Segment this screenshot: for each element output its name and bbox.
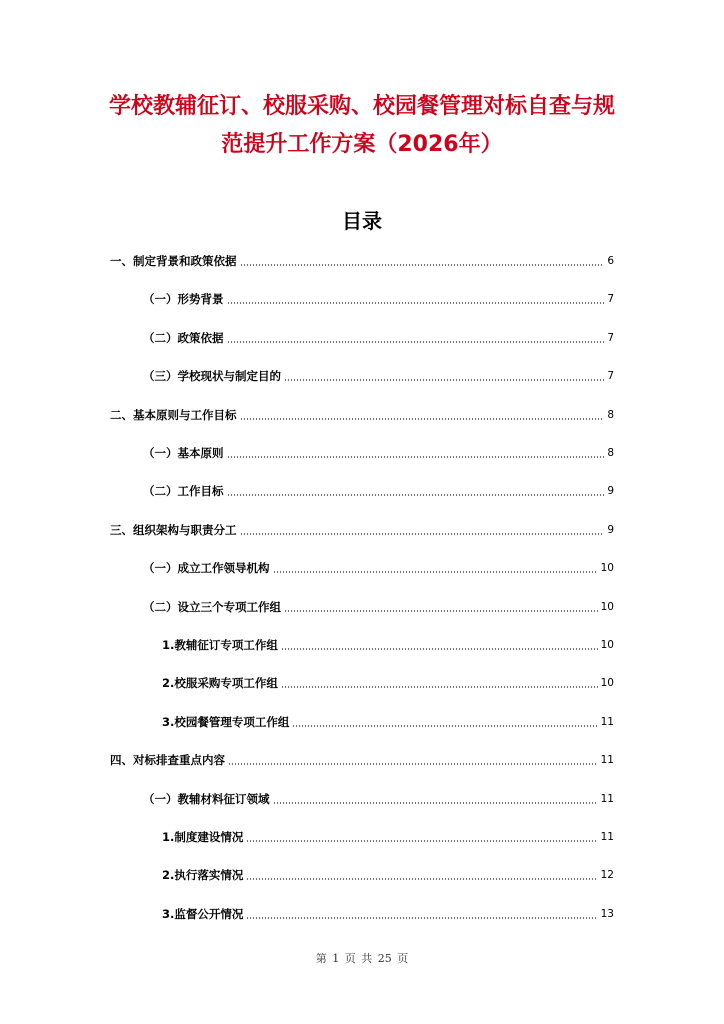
toc-dot-leader (246, 917, 597, 919)
toc-entry-label: 2.校服采购专项工作组 (162, 676, 278, 691)
toc-entry-page-number: 7 (607, 370, 614, 383)
toc-dot-leader (284, 610, 598, 612)
toc-entry-page-number: 10 (600, 600, 614, 613)
toc-dot-leader (273, 571, 598, 573)
toc-entry[interactable] (143, 443, 614, 463)
toc-entry-label: 3.监督公开情况 (162, 906, 244, 921)
toc-dot-leader (281, 686, 598, 688)
toc-entry[interactable] (143, 481, 614, 501)
toc-entry-label: （三）学校现状与制定目的 (143, 369, 281, 384)
toc-entry-label: 2.执行落实情况 (162, 868, 244, 883)
toc-dot-leader (246, 878, 597, 880)
toc-entry[interactable] (143, 366, 614, 386)
toc-entry[interactable] (143, 789, 614, 809)
toc-entry-page-number: 6 (607, 255, 614, 267)
toc-entry[interactable] (143, 558, 614, 578)
toc-heading: 目录 (342, 209, 382, 233)
toc-dot-leader (227, 456, 605, 458)
toc-entry[interactable] (162, 673, 614, 693)
toc-entry-label: 1.制度建设情况 (162, 830, 244, 844)
toc-entry-label: 四、对标排查重点内容 (110, 753, 225, 768)
toc-dot-leader (240, 533, 605, 535)
document-title-line-1: 学校教辅征订、校服采购、校园餐管理对标自查与规 (108, 94, 615, 119)
toc-entry-page-number: 9 (607, 523, 614, 536)
toc-entry-page-number: 10 (600, 562, 614, 575)
toc-entry-label: （一）形势背景 (143, 292, 224, 307)
toc-entry-label: 二、基本原则与工作目标 (110, 407, 237, 422)
toc-entry-label: （一）成立工作领导机构 (143, 561, 270, 576)
toc-entry-page-number: 8 (607, 408, 614, 421)
toc-dot-leader (240, 418, 605, 420)
toc-entry[interactable] (143, 597, 614, 617)
toc-entry-label: 1.教辅征订专项工作组 (162, 638, 278, 652)
toc-entry[interactable] (162, 827, 614, 847)
toc-dot-leader (227, 341, 605, 343)
document-title-line-2: 范提升工作方案（2026年） (221, 132, 503, 157)
toc-entry-page-number: 7 (607, 293, 614, 306)
toc-entry[interactable] (162, 904, 614, 924)
toc-entry-label: 一、制定背景和政策依据 (110, 254, 237, 268)
toc-dot-leader (273, 802, 598, 804)
toc-dot-leader (227, 494, 605, 496)
document-title (0, 88, 724, 164)
toc-entry-page-number: 12 (600, 869, 614, 882)
toc-dot-leader (227, 302, 605, 304)
toc-entry-label: （二）设立三个专项工作组 (143, 599, 281, 614)
toc-entry[interactable] (162, 865, 614, 885)
toc-entry[interactable] (143, 328, 614, 348)
toc-entry-page-number: 7 (607, 331, 614, 344)
toc-entry-page-number: 10 (600, 639, 614, 651)
toc-entry-page-number: 8 (607, 447, 614, 459)
toc-entry[interactable] (110, 251, 614, 271)
toc-entry-page-number: 11 (600, 792, 614, 805)
toc-entry-label: （二）工作目标 (143, 484, 224, 499)
toc-entry-page-number: 11 (600, 754, 614, 767)
toc-entry-label: （二）政策依据 (143, 330, 224, 345)
toc-entry-label: 3.校园餐管理专项工作组 (162, 714, 290, 729)
toc-entry-label: （一）教辅材料征订领域 (143, 791, 270, 806)
page-footer: 第 1 页 共 25 页 (315, 952, 409, 965)
toc-entry-label: 三、组织架构与职责分工 (110, 522, 237, 537)
toc-entry-page-number: 11 (600, 715, 614, 728)
toc-entry[interactable] (110, 520, 614, 540)
toc-entry[interactable] (162, 712, 614, 732)
toc-entry-page-number: 13 (600, 907, 614, 920)
toc-entry[interactable] (162, 635, 614, 655)
toc-entry[interactable] (110, 405, 614, 425)
toc-dot-leader (246, 840, 597, 842)
toc-entry-page-number: 11 (600, 831, 614, 843)
toc-dot-leader (281, 648, 598, 650)
toc-entry-page-number: 10 (600, 677, 614, 690)
toc-entry[interactable] (110, 750, 614, 770)
toc-entry-page-number: 9 (607, 485, 614, 498)
toc-dot-leader (284, 379, 604, 381)
toc-entry[interactable] (143, 289, 614, 309)
toc-dot-leader (228, 763, 598, 765)
toc-dot-leader (292, 725, 597, 727)
toc-entry-label: （一）基本原则 (143, 446, 224, 460)
toc-dot-leader (240, 264, 605, 266)
